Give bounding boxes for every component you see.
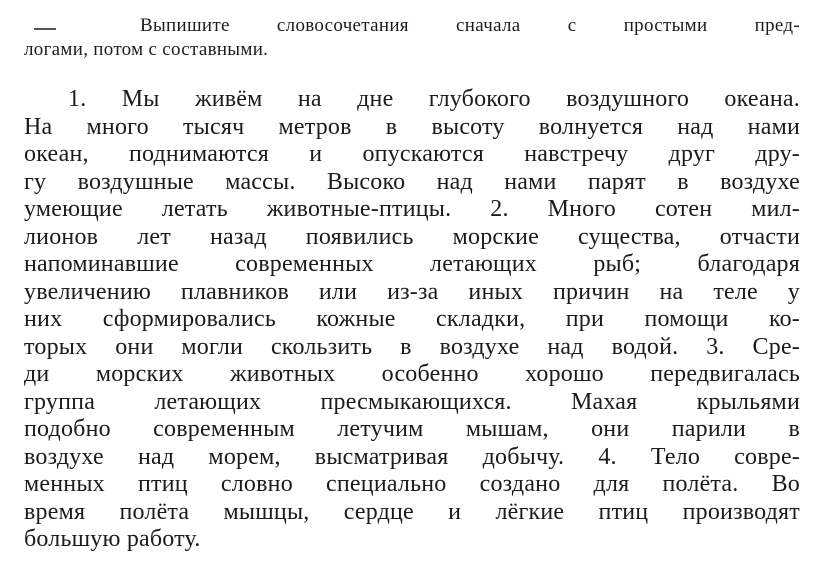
task-instruction: [24, 14, 800, 62]
text-line: подобно современным летучим мышам, они парили в: [24, 416, 800, 442]
task-line: логами, потом с составными.: [24, 39, 269, 60]
text-line: На много тысяч метров в высоту волнуется над нами: [24, 113, 800, 140]
text-line: лионов лет назад появились морские существа, отчасти: [24, 223, 800, 250]
text-line: них сформировались кожные складки, при помощи ко-: [24, 306, 800, 332]
text-line: напоминавшие современных летающих рыб; благодаря: [24, 251, 800, 277]
text-line: торых они могли скользить в воздухе над водой. 3. Сре-: [24, 333, 800, 360]
text-line: время полёта мышцы, сердце и лёгкие птиц производят: [24, 498, 800, 525]
text-line: группа летающих пресмыкающихся. Махая крыльями: [24, 388, 800, 415]
text-line: воздухе над морем, высматривая добычу. 4. Тело совре-: [24, 443, 800, 470]
text-line: океан, поднимаются и опускаются навстречу друг дру-: [24, 141, 800, 167]
text-line: умеющие летать животные-птицы. 2. Много сотен мил-: [24, 196, 800, 222]
text-line: большую работу.: [24, 526, 201, 552]
text-line: ди морских животных особенно хорошо передвигалась: [24, 361, 800, 387]
text-line: 1. Мы живём на дне глубокого воздушного океана.: [68, 86, 800, 112]
text-line: менных птиц словно специально создано для полёта. Во: [24, 471, 800, 497]
exercise-text: [24, 86, 800, 554]
task-line: Выпишите словосочетания сначала с простыми пред-: [140, 15, 800, 36]
text-line: увеличению плавников или из-за иных причин на теле у: [24, 278, 800, 305]
text-line: гу воздушные массы. Высоко над нами парят в воздухе: [24, 168, 800, 195]
